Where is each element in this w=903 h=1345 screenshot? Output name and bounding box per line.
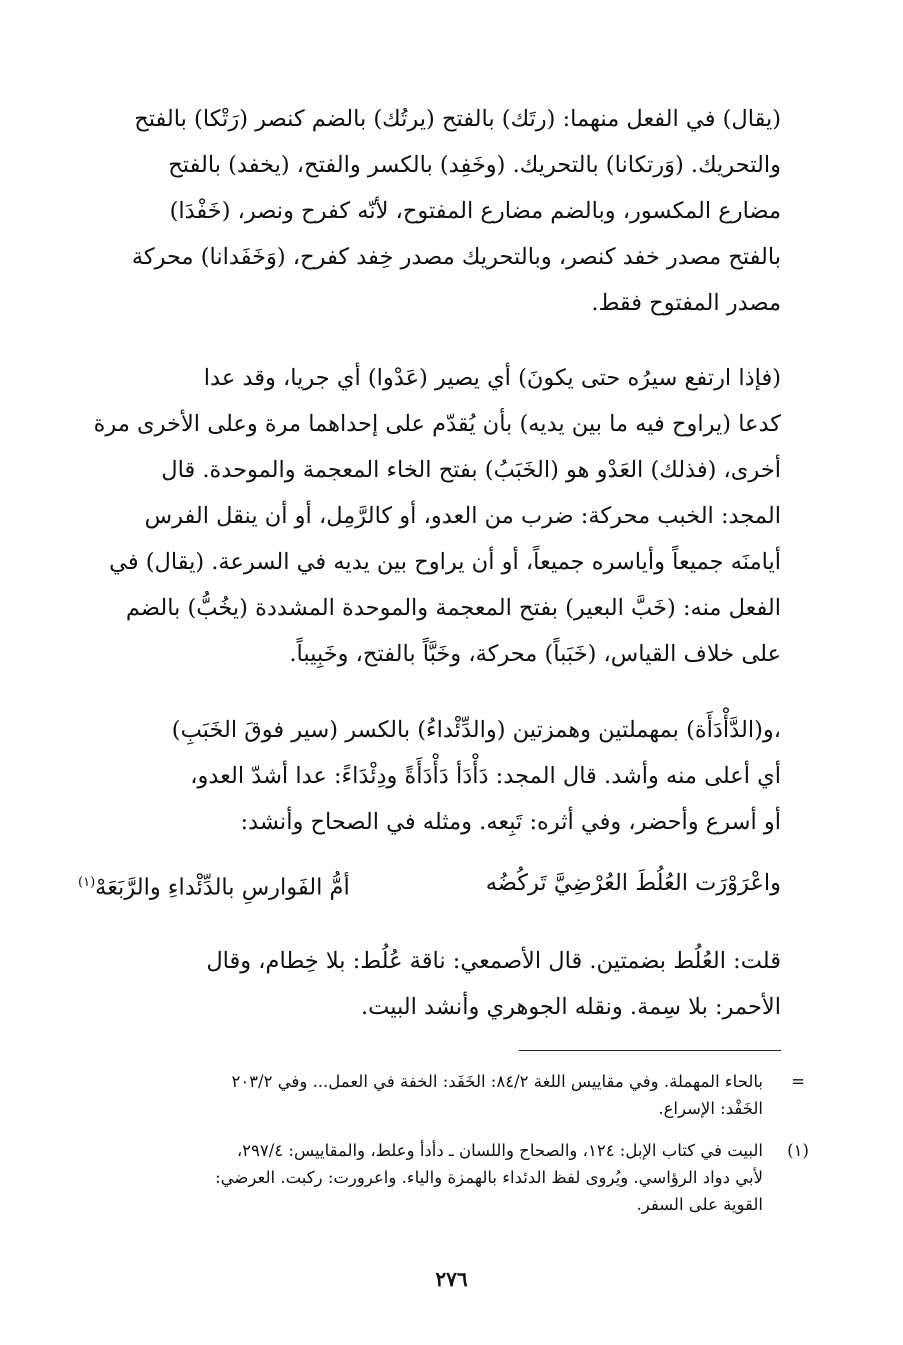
footnote-line: بالحاء المهملة. وفي مقاييس اللغة ٨٤/٢: الخَفَد: الخفة في العمل... وفي ٢٠٣/٢ [231,1072,763,1091]
footnote-reference[interactable]: (١) [78,875,96,890]
footnote-continuation [78,1068,811,1122]
verse-second-hemistich-text: أمُّ الفَوارسِ بالدِّئْداءِ والرَّبَعَهْ [95,874,350,901]
poetry-verse [78,860,781,911]
footnote-line: القوية على السفر. [636,1195,763,1214]
text-line: (فإذا ارتفع سيرُه حتى يكونَ) أي يصير (عَدْوا) أي جريا، وقد عدا [203,365,781,391]
text-line: كدعا (يراوح فيه ما بين يديه) بأن يُقدّم على إحداهما مرة وعلى الأخرى مرة [93,411,781,437]
footnote-separator [519,1050,781,1051]
text-line: على خلاف القياس، (خَبَباً) محركة، وخَبَّاً بالفتح، وخَبِيباً. [289,641,781,667]
footnote-line: لأبي دواد الرؤاسي. ويُروى لفظ الدئداء بالهمزة والياء. واعرورت: ركبت. العرضي: [215,1168,763,1187]
footnote-line: البيت في كتاب الإبل: ١٢٤، والصحاح واللسان ـ دأدأ وعلط، والمقاييس: ٢٩٧/٤، [236,1141,763,1160]
text-line: قلت: العُلُط بضمتين. قال الأصمعي: ناقة عُلُط: بلا خِطام، وقال [206,948,781,974]
footnote-line: الخَفْد: الإسراع. [658,1099,763,1118]
text-line: مصدر المفتوح فقط. [591,290,781,316]
text-line: أو أسرع وأحضر، وفي أثره: تَبِعه. ومثله في الصحاح وأنشد: [240,809,781,835]
paragraph-3 [78,707,781,845]
text-line: أيامنَه جميعاً وأياسره جميعاً، أو أن يراوح بين يديه في السرعة. (يقال) في [109,549,781,575]
text-line: بالفتح مصدر خفد كنصر، وبالتحريك مصدر خِفد كفرح، (وَخَفَدانا) محركة [131,244,781,270]
text-line: (يقال) في الفعل منهما: (رتَك) بالفتح (يرتُك) بالضم كنصر (رَتْكا) بالفتح [134,106,781,132]
text-line: الفعل منه: (خَبَّ البعير) بفتح المعجمة والموحدة المشددة (يخُبُّ) بالضم [125,595,781,621]
text-line: المجد: الخبب محركة: ضرب من العدو، أو كالرَّمِل، أو أن ينقل الفرس [144,503,781,529]
text-line: مضارع المكسور، وبالضم مضارع المفتوح، لأنّه كفرح ونصر، (خَفْدَا) [169,198,781,224]
paragraph-4 [78,938,781,1030]
text-line: أي أعلى منه وأشد. قال المجد: دَأْدَأ دَأْدَأَةً ودِئْدَاءً: عدا أشدّ العدو، [190,763,781,789]
footnote-mark: = [791,1072,805,1091]
text-line: أخرى، (فذلك) العَدْو هو (الخَبَبُ) بفتح الخاء المعجمة والموحدة. قال [161,457,781,483]
text-line: الأحمر: بلا سِمة. ونقله الجوهري وأنشد البيت. [360,994,781,1020]
page-number: ٢٧٦ [435,1267,468,1291]
footnote-mark: (١) [787,1141,809,1160]
paragraph-1 [78,96,781,326]
text-line: والتحريك. (وَرتكانا) بالتحريك. (وخَفِد) بالكسر والفتح، (يخفد) بالفتح [168,152,781,178]
paragraph-2 [78,355,781,677]
footnote-1 [78,1137,811,1218]
text-line: ،و(الدَّأْدَأَة) بمهملتين وهمزتين (والدِّئْداءُ) بالكسر (سير فوقَ الخَبَبِ) [171,717,781,743]
verse-second-hemistich [78,860,350,911]
verse-first-hemistich: واعْرَوْرَت العُلُطَ العُرْضِيَّ تَركُضُه [485,870,781,896]
